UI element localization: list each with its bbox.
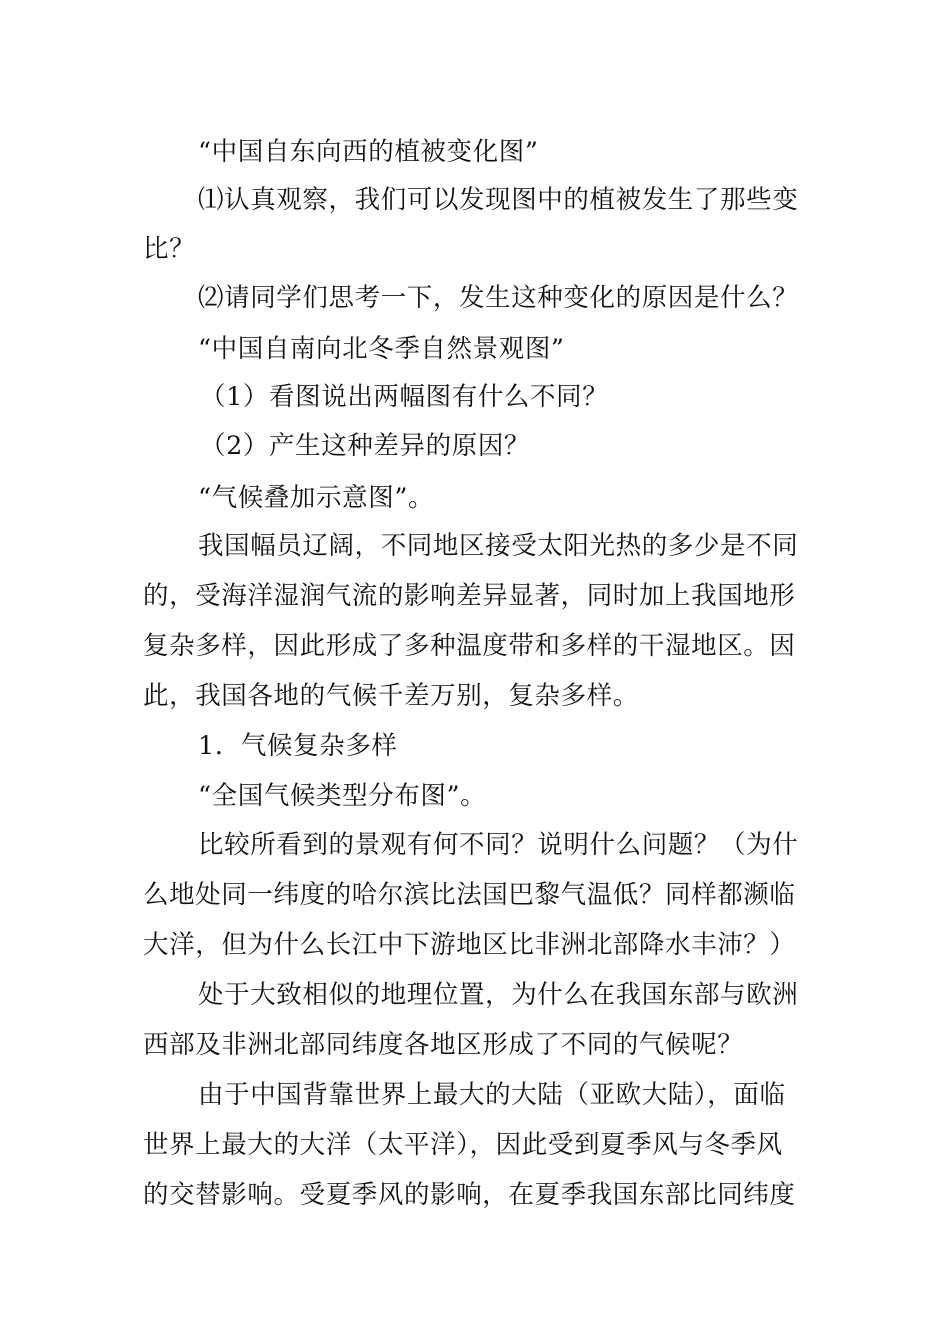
paragraph-line: 由于中国背靠世界上最大的大陆（亚欧大陆），面临 bbox=[198, 1080, 786, 1110]
paragraph-line: 我国幅员辽阔，不同地区接受太阳光热的多少是不同 bbox=[198, 531, 799, 561]
paragraph-line: “气候叠加示意图”。 bbox=[198, 483, 435, 513]
paragraph-line: （1）看图说出两幅图有什么不同？ bbox=[200, 382, 609, 412]
paragraph-line: 比较所看到的景观有何不同？说明什么问题？（为什 bbox=[198, 830, 799, 860]
paragraph-line: 的交替影响。受夏季风的影响，在夏季我国东部比同纬度 bbox=[143, 1180, 796, 1210]
paragraph-line: （2）产生这种差异的原因？ bbox=[200, 431, 531, 461]
paragraph-line: ⑵请同学们思考一下，发生这种变化的原因是什么？ bbox=[198, 283, 799, 313]
paragraph-line: 处于大致相似的地理位置，为什么在我国东部与欧洲 bbox=[198, 980, 799, 1010]
paragraph-line: “中国自南向北冬季自然景观图” bbox=[198, 334, 565, 364]
paragraph-line: 世界上最大的大洋（太平洋），因此受到夏季风与冬季风 bbox=[143, 1130, 783, 1160]
paragraph-line: “中国自东向西的植被变化图” bbox=[198, 137, 539, 167]
paragraph-line: 此，我国各地的气候千差万别，复杂多样。 bbox=[143, 681, 639, 711]
paragraph-line: 的，受海洋湿润气流的影响差异显著，同时加上我国地形 bbox=[143, 581, 796, 611]
paragraph-line: 西部及非洲北部同纬度各地区形成了不同的气候呢？ bbox=[143, 1030, 744, 1060]
paragraph-line: 复杂多样，因此形成了多种温度带和多样的干湿地区。因 bbox=[143, 631, 796, 661]
section-heading: 1．气候复杂多样 bbox=[198, 731, 398, 761]
paragraph-line: 大洋，但为什么长江中下游地区比非洲北部降水丰沛？） bbox=[143, 930, 796, 960]
paragraph-line: 么地处同一纬度的哈尔滨比法国巴黎气温低？同样都濒临 bbox=[143, 880, 796, 910]
paragraph-line: “全国气候类型分布图”。 bbox=[198, 781, 487, 811]
paragraph-line: 比？ bbox=[143, 234, 196, 264]
paragraph-line: ⑴认真观察，我们可以发现图中的植被发生了那些变 bbox=[198, 185, 799, 215]
